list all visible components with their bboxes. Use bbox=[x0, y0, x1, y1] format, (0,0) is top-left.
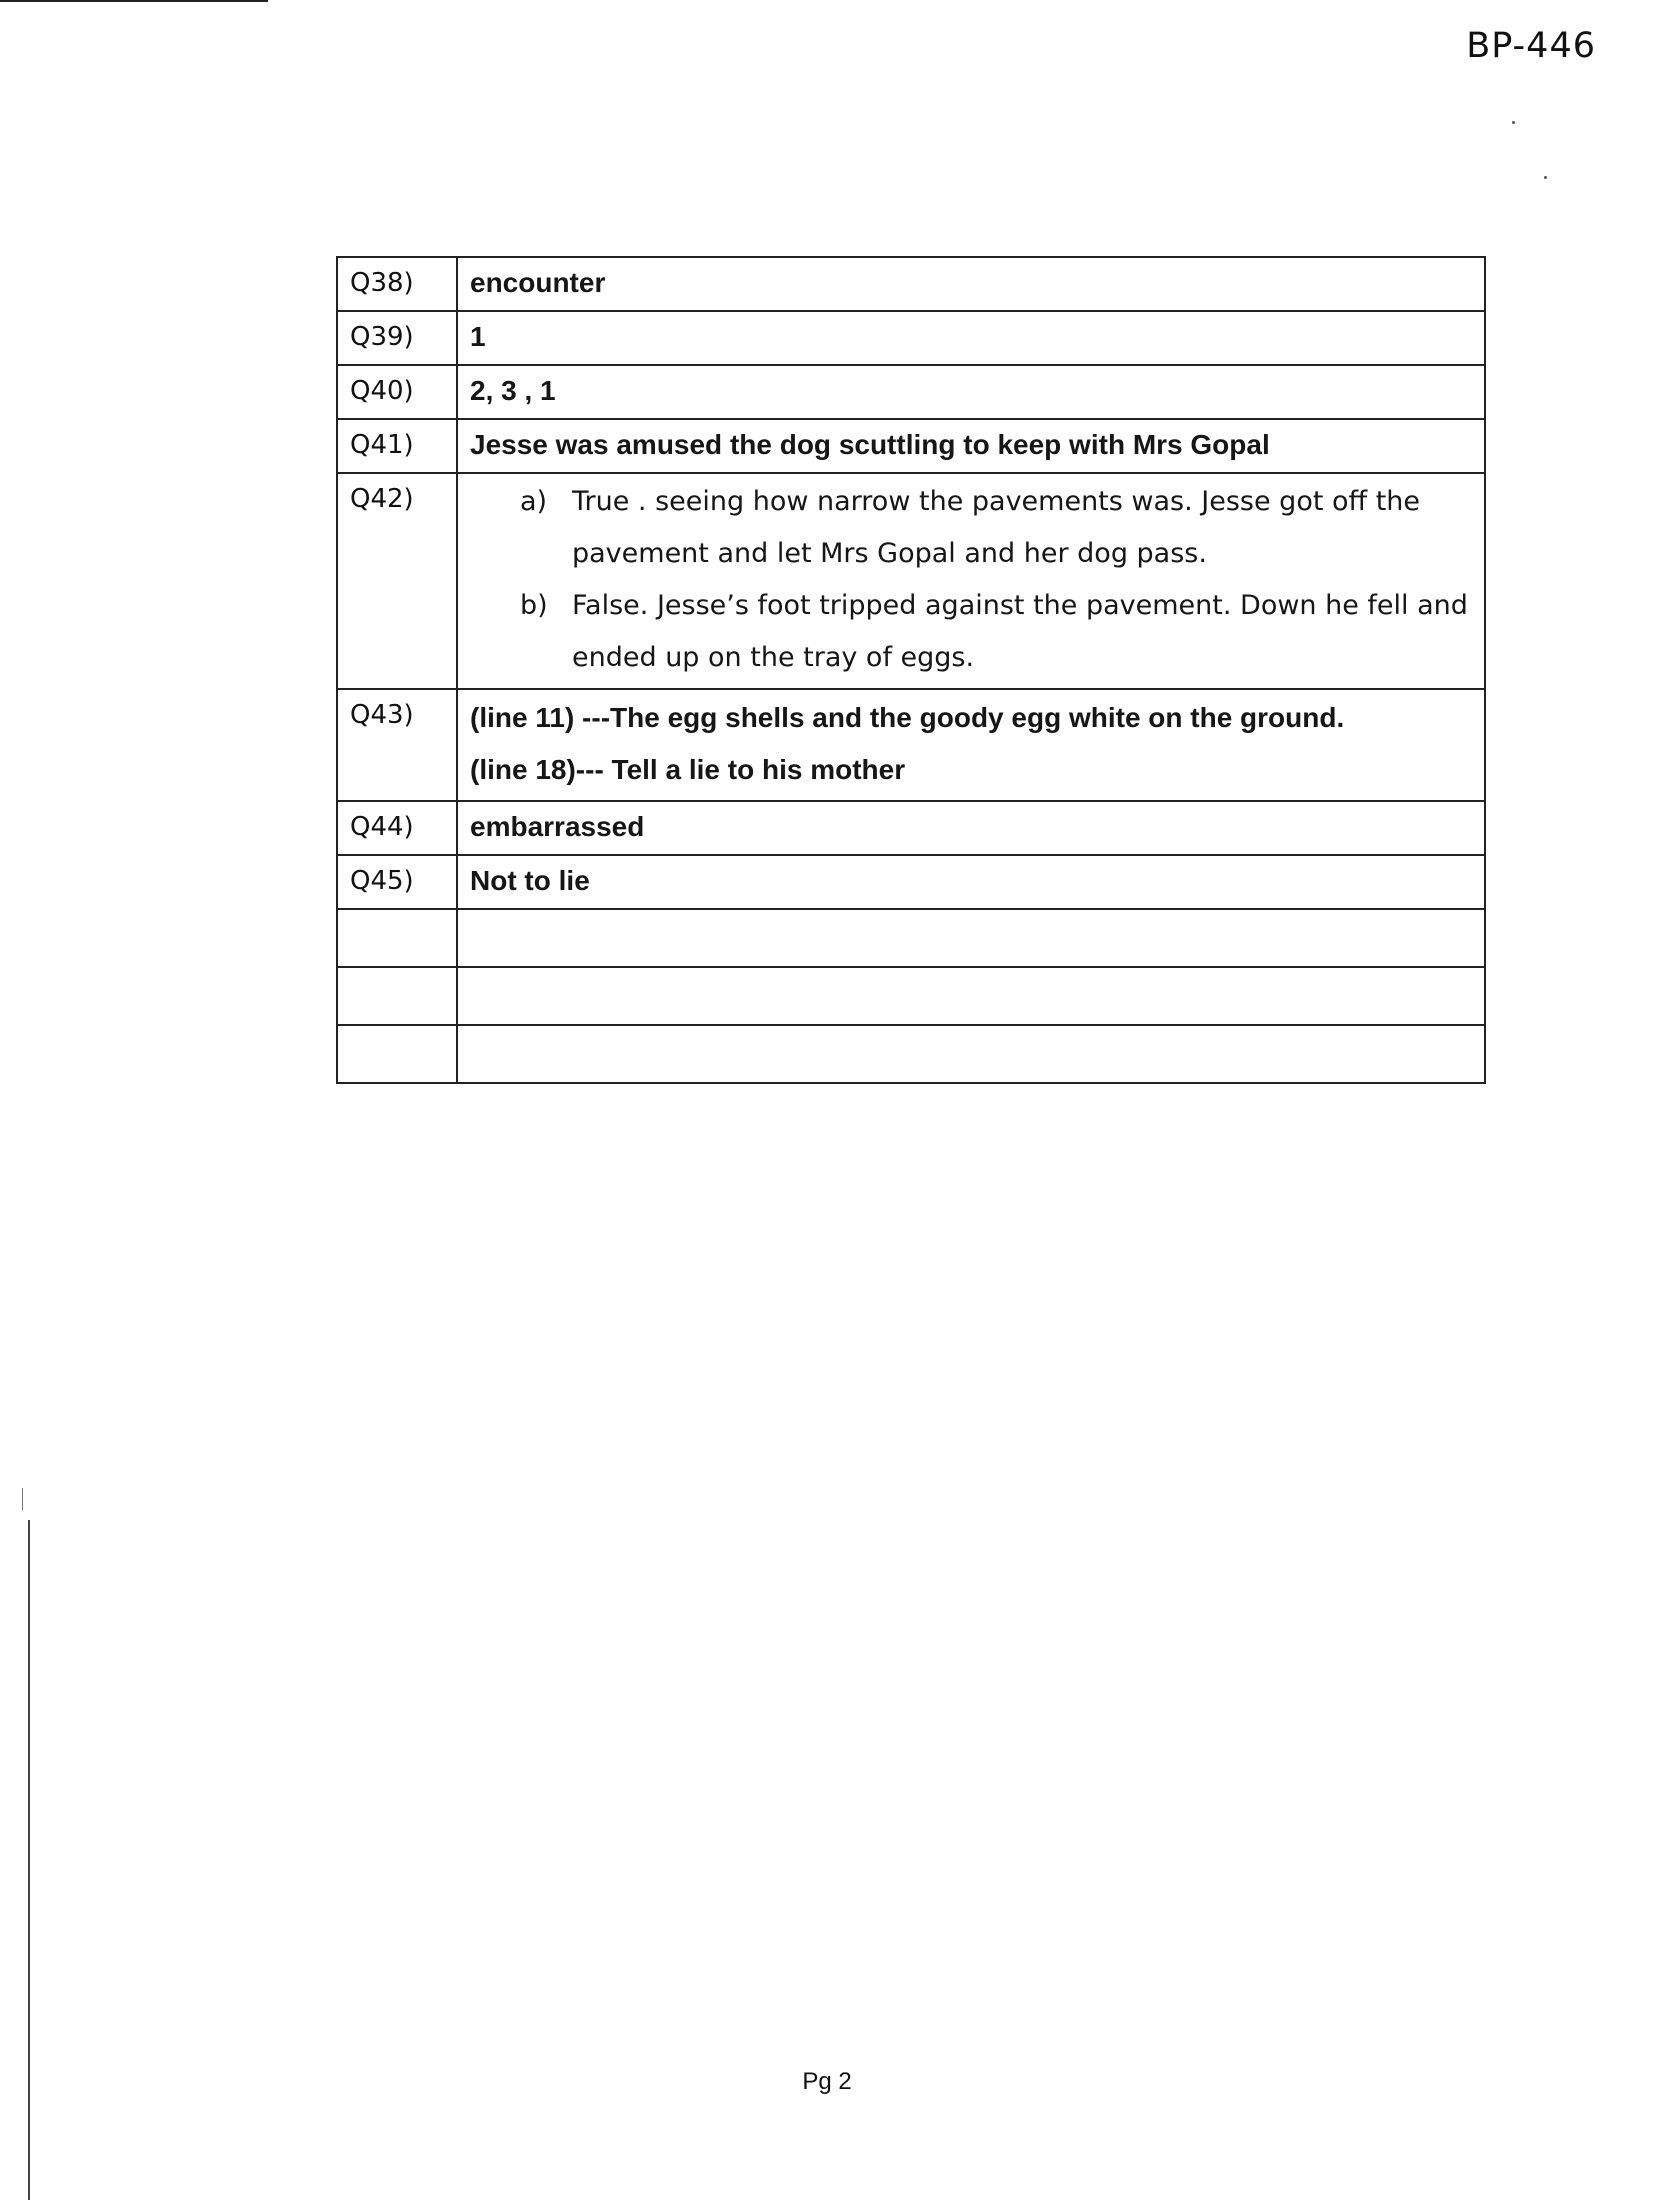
table-row bbox=[337, 473, 1485, 689]
answer-line: (line 18)--- Tell a lie to his mother bbox=[470, 754, 906, 785]
empty-cell bbox=[457, 909, 1485, 967]
question-number: Q45) bbox=[337, 855, 457, 909]
answer-line: (line 11) ---The egg shells and the goody egg white on the ground. bbox=[470, 702, 1345, 733]
answer-table bbox=[336, 256, 1486, 1084]
sub-answer-marker: b) bbox=[520, 590, 548, 621]
table-row bbox=[337, 419, 1485, 473]
question-number: Q38) bbox=[337, 257, 457, 311]
sub-answer-marker: a) bbox=[520, 486, 548, 517]
scan-speck bbox=[1544, 176, 1547, 179]
empty-cell bbox=[337, 967, 457, 1025]
table-row bbox=[337, 689, 1485, 801]
sub-answer-item bbox=[470, 580, 1472, 684]
sub-answer-list bbox=[470, 476, 1472, 684]
table-row bbox=[337, 365, 1485, 419]
answer-cell: 1 bbox=[457, 311, 1485, 365]
table-row bbox=[337, 855, 1485, 909]
question-number: Q42) bbox=[337, 473, 457, 689]
answer-cell bbox=[457, 473, 1485, 689]
top-rule bbox=[0, 0, 268, 2]
answer-cell: 2, 3 , 1 bbox=[457, 365, 1485, 419]
scan-speck bbox=[1512, 121, 1515, 124]
table-row bbox=[337, 801, 1485, 855]
question-number: Q41) bbox=[337, 419, 457, 473]
answer-cell: Jesse was amused the dog scuttling to keep with Mrs Gopal bbox=[457, 419, 1485, 473]
answer-cell: encounter bbox=[457, 257, 1485, 311]
answer-cell: Not to lie bbox=[457, 855, 1485, 909]
question-number: Q43) bbox=[337, 689, 457, 801]
answer-cell bbox=[457, 689, 1485, 801]
empty-cell bbox=[337, 1025, 457, 1083]
sub-answer-text: False. Jesse’s foot tripped against the pavement. Down he fell and ended up on the tray of eggs. bbox=[572, 590, 1468, 673]
table-row bbox=[337, 311, 1485, 365]
scan-edge-line bbox=[28, 1520, 30, 2200]
empty-cell bbox=[337, 909, 457, 967]
empty-row bbox=[337, 967, 1485, 1025]
sub-answer-item bbox=[470, 476, 1472, 580]
empty-row bbox=[337, 1025, 1485, 1083]
table-row bbox=[337, 257, 1485, 311]
question-number: Q44) bbox=[337, 801, 457, 855]
question-number: Q39) bbox=[337, 311, 457, 365]
margin-tick bbox=[22, 1488, 23, 1510]
page-number: Pg 2 bbox=[802, 2068, 852, 2095]
question-number: Q40) bbox=[337, 365, 457, 419]
document-id: BP-446 bbox=[1466, 26, 1596, 66]
empty-cell bbox=[457, 1025, 1485, 1083]
answer-cell: embarrassed bbox=[457, 801, 1485, 855]
sub-answer-text: True . seeing how narrow the pavements was. Jesse got off the pavement and let Mrs Gopal and her dog pass. bbox=[572, 486, 1421, 569]
empty-cell bbox=[457, 967, 1485, 1025]
empty-row bbox=[337, 909, 1485, 967]
